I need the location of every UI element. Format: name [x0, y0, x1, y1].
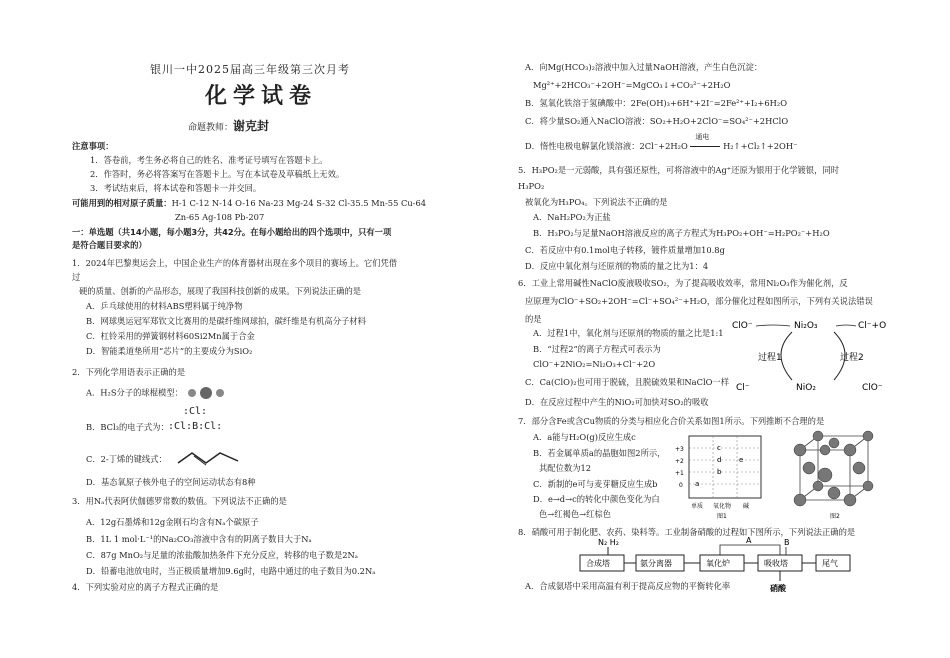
notice-item: 1．答卷前，考生务必将自己的姓名、准考证号填写在答题卡上。 [90, 155, 328, 165]
box-synthesis-tower: 合成塔 [586, 559, 610, 568]
q3-option-a: A．12g石墨烯和12g金刚石均含有Nₐ个碳原子 [86, 517, 259, 527]
q8-stem: 8．硝酸可用于制化肥、农药、染料等。工业制备硝酸的过程如下图所示，下列说法正确的是 [518, 527, 856, 537]
q4-d-suffix: H₂↑+Cl₂↑+2OH⁻ [723, 141, 798, 151]
q1-option-d: D．智能柔道垫所用“芯片”的主要成分为SiO₂ [86, 346, 253, 356]
q5-stem: 5．H₃PO₂是一元弱酸，具有强还原性，可将溶液中的Ag⁺还原为银用于化学镀银，同时 [518, 165, 840, 175]
teacher-label: 命题教师： [188, 123, 234, 133]
q6-stem: 6．工业上常用碱性NaClO废液吸收SO₂，为了提高吸收效率，常用Ni₂O₃作为催化剂，反 [518, 278, 848, 288]
q5-option-c: C．若反应中有0.1mol电子转移，镀件质量增加10.8g [525, 245, 725, 255]
q7-figure1 [673, 432, 773, 520]
q4-stem: 4．下列实验对应的离子方程式正确的是 [72, 582, 219, 592]
q2-option-c: C．2-丁烯的键线式： [86, 454, 167, 464]
teacher-name: 谢克封 [233, 119, 270, 133]
y-tick: 0 [679, 482, 683, 489]
atomic-masses-line1 [72, 198, 426, 209]
q7-option-b: B．若金属单质a的晶胞如图2所示， [533, 448, 666, 458]
label-a: A [746, 536, 752, 545]
q2-stem: 2．下列化学用语表示正确的是 [72, 367, 186, 377]
feed-label: N₂ H₂ [598, 538, 619, 547]
teacher-line [188, 121, 269, 134]
fig-clo-bottom: ClO⁻ [862, 383, 883, 393]
q5-stem-cont: 被氧化为H₃PO₄。下列说法不正确的是 [525, 197, 668, 207]
q5-option-a: A．NaH₂PO₂为正盐 [533, 212, 611, 222]
fig-proc2: 过程2 [840, 353, 864, 363]
q6-option-b-eq: ClO⁻+2NiO₂=Ni₂O₃+Cl⁻+2O [533, 359, 656, 369]
notice-heading: 注意事项： [72, 141, 114, 151]
q2-option-b: B．BCl₃的电子式为： [86, 422, 169, 432]
page-title: 化学试卷 [205, 84, 318, 109]
box-oxidation-furnace: 氧化炉 [706, 559, 730, 568]
h-atom-icon [216, 389, 224, 397]
point-label: d [717, 456, 722, 464]
q7-stem: 7．部分含Fe或含Cu物质的分类与相应化合价关系如图1所示。下列推断不合理的是 [518, 416, 825, 426]
q4-option-a: A．向Mg(HCO₃)₂溶液中加入过量NaOH溶液，产生白色沉淀： [525, 62, 763, 72]
fig-nio2: NiO₂ [796, 383, 816, 393]
q6-option-a: A．过程1中，氧化剂与还原剂的物质的量之比是1:1 [533, 328, 724, 338]
q1-option-c: C．杠铃采用的弹簧钢材料60Si2Mn属于合金 [86, 331, 255, 341]
atomic-values-1: H-1 C-12 N-14 O-16 Na-23 Mg-24 S-32 Cl-35.5 Mn-55 Cu-64 [171, 198, 427, 208]
point-label: e [739, 456, 744, 464]
fig2-caption: 图2 [830, 513, 840, 520]
q4-option-c: C．将少量SO₂通入NaClO溶液：SO₂+H₂O+2ClO⁻=SO₄²⁻+2HClO [525, 116, 789, 126]
q7-option-b-cont: 其配位数为12 [539, 463, 592, 473]
q6-stem-cont: 应原理为ClO⁻+SO₂+2OH⁻=Cl⁻+SO₄²⁻+H₂O，部分催化过程如图所示，下列有关说法错误 [525, 296, 873, 306]
q1-stem-cont: 过 [72, 272, 81, 282]
q6-option-d: D．在反应过程中产生的NiO₂可加快对SO₂的吸收 [525, 397, 709, 407]
q6-option-c: C．Ca(ClO)₂也可用于脱硫，且脱硫效果和NaClO一样 [525, 377, 730, 387]
fig-clo-top: ClO⁻ [732, 321, 753, 331]
y-tick: +3 [675, 446, 684, 453]
q7-option-d-cont: 色→红褐色→红棕色 [539, 509, 611, 519]
fig-cl: Cl⁻ [736, 383, 750, 393]
product-nitric-acid: 硝酸 [770, 584, 786, 593]
fig-cl-o: Cl⁻+O [858, 321, 887, 331]
x-tick: 单质 [691, 503, 704, 510]
left-column [70, 0, 470, 658]
box-tail-gas: 尾气 [822, 559, 838, 568]
q3-option-b: B．1L 1 mol·L⁻¹的Na₂CO₃溶液中含有的阴离子数目大于Nₐ [86, 534, 312, 544]
q2-option-d: D．基态氧原子核外电子的空间运动状态有8种 [86, 477, 256, 487]
x-tick: 氧化物 [713, 503, 732, 510]
atomic-values-2: Zn-65 Ag-108 Pb-207 [175, 212, 265, 222]
q7-option-a: A．a能与H₂O(g)反应生成c [533, 432, 636, 442]
label-b: B [784, 538, 790, 547]
q3-option-c: C．87g MnO₂与足量的浓盐酸加热条件下充分反应，转移的电子数是2Nₐ [86, 550, 358, 560]
butene-skeletal-icon [176, 447, 246, 467]
notice-item: 3．考试结束后，将本试卷和答题卡一并交回。 [90, 183, 262, 193]
y-tick: +2 [675, 458, 684, 465]
q1-option-b: B．网球奥运冠军郑钦文比赛用的是碳纤维网球拍，碳纤维是有机高分子材料 [86, 316, 366, 326]
notice-item: 2．作答时，务必将答案写在答题卡上。写在本试卷及草稿纸上无效。 [90, 169, 345, 179]
x-tick: 碱 [743, 503, 750, 510]
q4-d-arrow [690, 133, 720, 152]
q7-figure2-unit-cell [790, 430, 880, 522]
point-label: b [717, 468, 722, 476]
q2-b-formula: :Cl:B:Cl: [168, 421, 223, 432]
point-label: a [695, 480, 700, 488]
arrow-icon [756, 325, 790, 326]
q1-stem-cont: 硬的质量、创新的产品形态，展现了我国科技创新的成果。下列说法正确的是 [79, 286, 362, 296]
q3-option-d: D．铅蓄电池放电时，当正极质量增加9.6g时，电路中通过的电子数目为0.2Nₐ [86, 566, 376, 576]
q4-d-condition: 通电 [695, 133, 710, 141]
q5-option-d: D．反应中氧化剂与还原剂的物质的量之比为1：4 [525, 261, 709, 271]
q6-catalysis-figure [730, 314, 900, 396]
cycle-arrow-left-icon [781, 332, 792, 380]
q7-option-d: D．e→d→c的转化中颜色变化为白 [533, 494, 660, 504]
q7-option-c: C．新制的e可与麦芽糖反应生成b [533, 479, 658, 489]
fig-proc1: 过程1 [758, 353, 782, 363]
q2-option-a-text: A．H₂S分子的球棍模型： [86, 387, 183, 398]
q6-stem-cont: 的是 [525, 314, 542, 324]
atomic-label: 可能用到的相对原子质量： [72, 198, 172, 208]
box-absorption-tower: 吸收塔 [764, 559, 788, 568]
q1-stem: 1．2024年巴黎奥运会上，中国企业生产的体育器材出现在多个项目的赛场上。它们凭借 [72, 258, 398, 268]
q6-option-b: B．“过程2”的离子方程式可表示为 [533, 344, 661, 354]
fig1-caption: 图1 [717, 513, 727, 520]
right-column [515, 0, 900, 658]
fig-ni2o3: Ni₂O₃ [794, 321, 818, 331]
q4-option-a-eq: Mg²⁺+2HCO₃⁻+2OH⁻=MgCO₃↓+CO₃²⁻+2H₂O [533, 80, 731, 90]
q4-d-prefix: D．惰性电极电解氯化镁溶液：2Cl⁻+2H₂O [525, 141, 688, 151]
q5-stem-cont: H₃PO₂ [518, 181, 545, 191]
q2-option-a [86, 387, 226, 399]
q1-option-a: A．乒乓球使用的材料ABS塑料属于纯净物 [86, 301, 243, 311]
arrow-icon [836, 325, 856, 326]
box-ammonia-separator: 氨分离器 [640, 559, 672, 568]
h-atom-icon [188, 389, 196, 397]
section1-heading-cont: 是符合题目要求的） [72, 240, 147, 250]
y-tick: +1 [675, 470, 684, 477]
q4-option-b: B．氢氧化铁溶于氢碘酸中：2Fe(OH)₃+6H⁺+2I⁻=2Fe²⁺+I₂+6H₂O [525, 98, 788, 108]
q4-option-d [525, 133, 798, 152]
s-atom-icon [200, 387, 212, 399]
q8-option-a: A．合成氨塔中采用高温有利于提高反应物的平衡转化率 [525, 581, 731, 591]
q5-option-b: B．H₃PO₂与足量NaOH溶液反应的离子方程式为H₃PO₂+OH⁻=H₂PO₂⁻+H₂O [533, 228, 830, 238]
reaction-arrow-icon [690, 146, 720, 147]
school-title: 银川一中2025届高三年级第三次月考 [150, 63, 350, 76]
q2-b-formula-top: :Cl: [183, 406, 208, 417]
point-label: c [717, 444, 721, 452]
q3-stem: 3．用Nₐ代表阿伏伽德罗常数的数值。下列说法不正确的是 [72, 496, 287, 506]
section1-heading: 一：单选题（共14小题，每小题3分，共42分。在每小题给出的四个选项中，只有一项 [72, 227, 392, 237]
